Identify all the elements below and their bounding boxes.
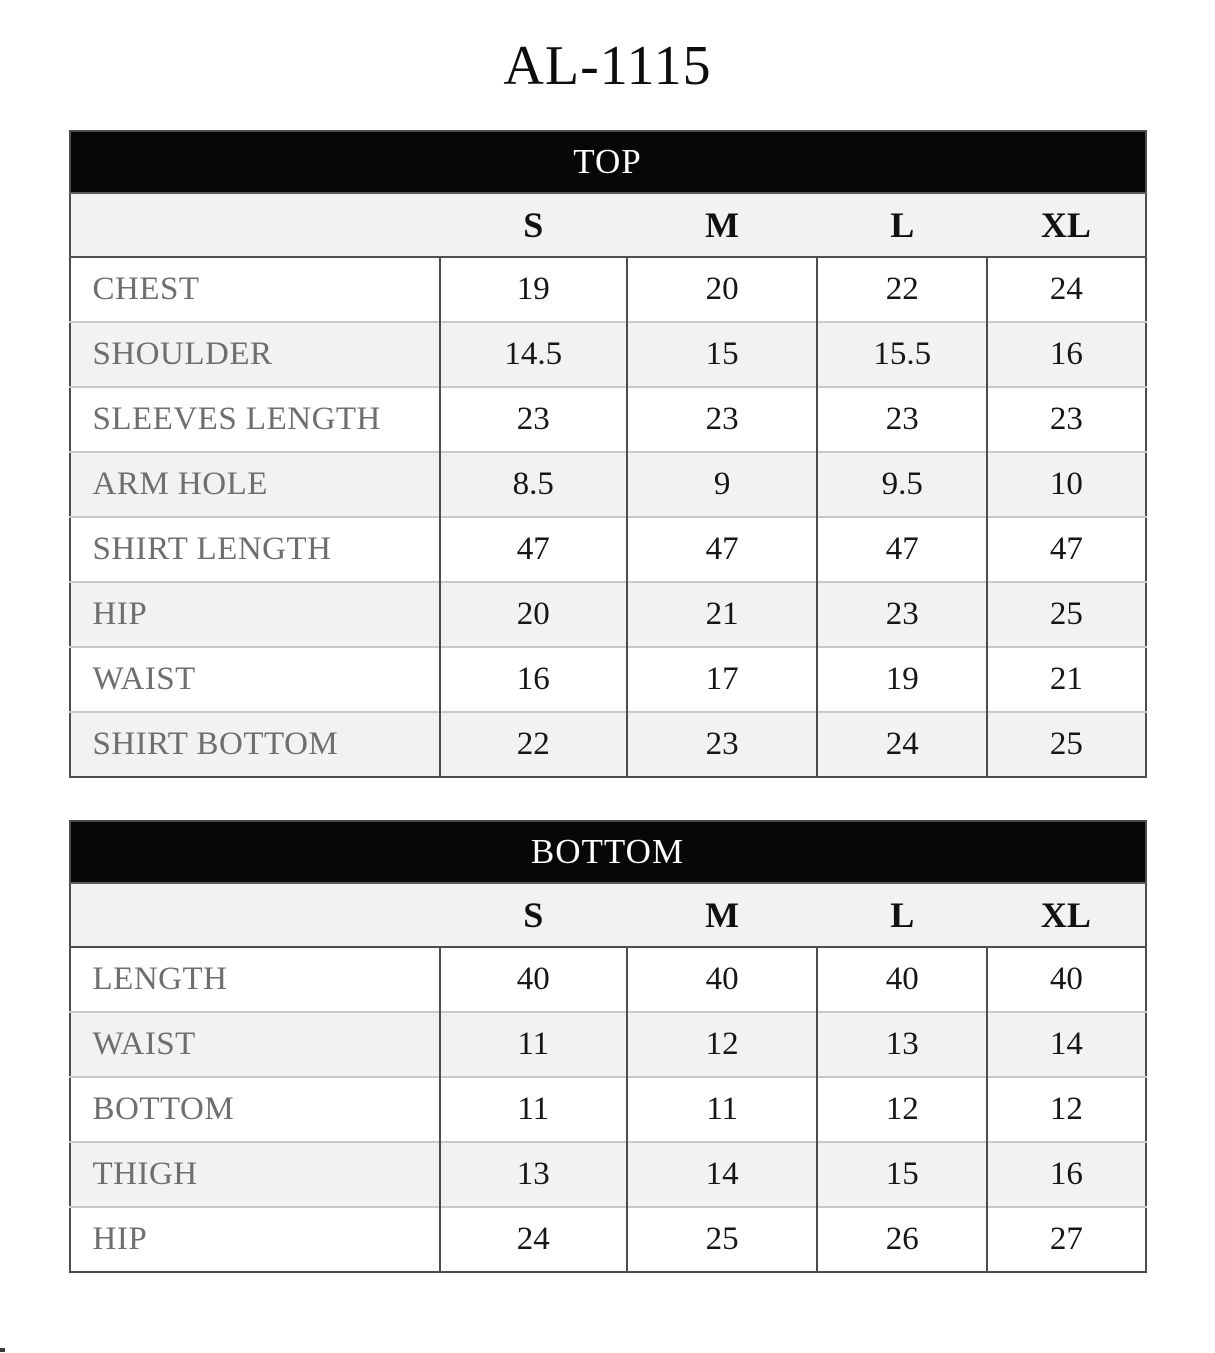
size-header: S bbox=[440, 883, 627, 947]
measurement-value: 22 bbox=[440, 712, 627, 777]
measurement-label: SHIRT BOTTOM bbox=[70, 712, 440, 777]
size-header: M bbox=[627, 193, 817, 257]
measurement-label: SLEEVES LENGTH bbox=[70, 387, 440, 452]
measurement-value: 24 bbox=[987, 257, 1145, 322]
measurement-value: 27 bbox=[987, 1207, 1145, 1272]
measurement-value: 40 bbox=[817, 947, 987, 1012]
measurement-row bbox=[70, 1207, 1146, 1272]
measurement-value: 47 bbox=[987, 517, 1145, 582]
measurement-value: 17 bbox=[627, 647, 817, 712]
measurement-value: 20 bbox=[440, 582, 627, 647]
measurement-label: HIP bbox=[70, 582, 440, 647]
measurement-value: 25 bbox=[627, 1207, 817, 1272]
measurement-label: HIP bbox=[70, 1207, 440, 1272]
measurement-label: CHEST bbox=[70, 257, 440, 322]
measurement-value: 47 bbox=[817, 517, 987, 582]
measurement-label: WAIST bbox=[70, 647, 440, 712]
size-table-top bbox=[69, 130, 1147, 778]
size-header-empty bbox=[70, 883, 440, 947]
size-header: XL bbox=[987, 883, 1145, 947]
measurement-value: 26 bbox=[817, 1207, 987, 1272]
measurement-value: 22 bbox=[817, 257, 987, 322]
measurement-value: 25 bbox=[987, 582, 1145, 647]
measurement-value: 40 bbox=[627, 947, 817, 1012]
measurement-row bbox=[70, 1142, 1146, 1207]
measurement-value: 47 bbox=[627, 517, 817, 582]
measurement-row bbox=[70, 1012, 1146, 1077]
measurement-value: 11 bbox=[627, 1077, 817, 1142]
measurement-label: SHOULDER bbox=[70, 322, 440, 387]
measurement-value: 8.5 bbox=[440, 452, 627, 517]
measurement-row bbox=[70, 257, 1146, 322]
measurement-value: 24 bbox=[817, 712, 987, 777]
measurement-value: 15 bbox=[627, 322, 817, 387]
measurement-value: 9 bbox=[627, 452, 817, 517]
measurement-value: 19 bbox=[440, 257, 627, 322]
measurement-value: 16 bbox=[440, 647, 627, 712]
size-table-bottom bbox=[69, 820, 1147, 1273]
measurement-value: 20 bbox=[627, 257, 817, 322]
measurement-value: 16 bbox=[987, 1142, 1145, 1207]
measurement-value: 24 bbox=[440, 1207, 627, 1272]
measurement-row bbox=[70, 452, 1146, 517]
measurement-label: LENGTH bbox=[70, 947, 440, 1012]
table-banner: TOP bbox=[70, 131, 1146, 193]
measurement-label: THIGH bbox=[70, 1142, 440, 1207]
measurement-value: 13 bbox=[817, 1012, 987, 1077]
measurement-value: 40 bbox=[987, 947, 1145, 1012]
size-header: L bbox=[817, 883, 987, 947]
size-header: M bbox=[627, 883, 817, 947]
measurement-label: SHIRT LENGTH bbox=[70, 517, 440, 582]
size-tables-container bbox=[0, 130, 1215, 1273]
measurement-label: WAIST bbox=[70, 1012, 440, 1077]
measurement-value: 23 bbox=[987, 387, 1145, 452]
size-header: XL bbox=[987, 193, 1145, 257]
measurement-value: 12 bbox=[627, 1012, 817, 1077]
measurement-value: 19 bbox=[817, 647, 987, 712]
measurement-value: 23 bbox=[817, 387, 987, 452]
measurement-value: 11 bbox=[440, 1077, 627, 1142]
measurement-value: 21 bbox=[987, 647, 1145, 712]
measurement-row bbox=[70, 517, 1146, 582]
size-header-empty bbox=[70, 193, 440, 257]
measurement-row bbox=[70, 387, 1146, 452]
measurement-value: 15 bbox=[817, 1142, 987, 1207]
measurement-value: 23 bbox=[817, 582, 987, 647]
measurement-row bbox=[70, 712, 1146, 777]
measurement-value: 47 bbox=[440, 517, 627, 582]
measurement-value: 14.5 bbox=[440, 322, 627, 387]
measurement-label: BOTTOM bbox=[70, 1077, 440, 1142]
measurement-value: 40 bbox=[440, 947, 627, 1012]
size-header: L bbox=[817, 193, 987, 257]
scan-artifact-speck bbox=[0, 1348, 5, 1352]
measurement-row bbox=[70, 582, 1146, 647]
measurement-row bbox=[70, 1077, 1146, 1142]
measurement-value: 12 bbox=[817, 1077, 987, 1142]
page-title: AL-1115 bbox=[503, 35, 712, 97]
measurement-value: 21 bbox=[627, 582, 817, 647]
measurement-value: 13 bbox=[440, 1142, 627, 1207]
measurement-row bbox=[70, 947, 1146, 1012]
measurement-value: 9.5 bbox=[817, 452, 987, 517]
measurement-value: 11 bbox=[440, 1012, 627, 1077]
measurement-row bbox=[70, 322, 1146, 387]
measurement-value: 12 bbox=[987, 1077, 1145, 1142]
measurement-value: 23 bbox=[627, 712, 817, 777]
measurement-value: 15.5 bbox=[817, 322, 987, 387]
measurement-value: 23 bbox=[440, 387, 627, 452]
measurement-row bbox=[70, 647, 1146, 712]
measurement-value: 16 bbox=[987, 322, 1145, 387]
measurement-label: ARM HOLE bbox=[70, 452, 440, 517]
size-header: S bbox=[440, 193, 627, 257]
measurement-value: 10 bbox=[987, 452, 1145, 517]
measurement-value: 14 bbox=[987, 1012, 1145, 1077]
table-banner: BOTTOM bbox=[70, 821, 1146, 883]
measurement-value: 23 bbox=[627, 387, 817, 452]
measurement-value: 14 bbox=[627, 1142, 817, 1207]
measurement-value: 25 bbox=[987, 712, 1145, 777]
